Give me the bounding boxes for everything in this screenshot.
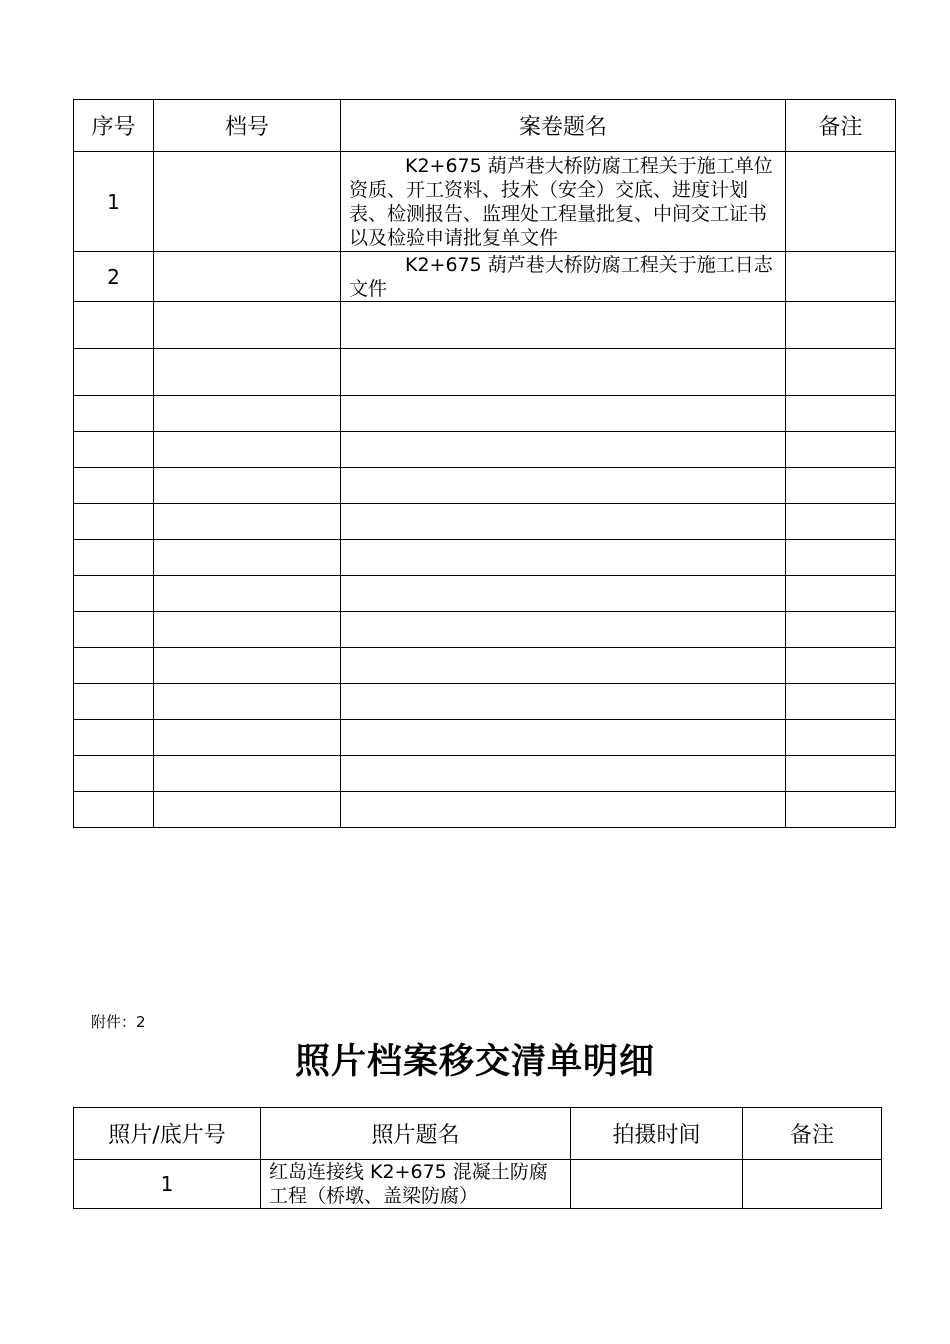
empty-row — [74, 468, 896, 504]
empty-row — [74, 684, 896, 720]
empty-row — [74, 576, 896, 612]
table-row — [74, 152, 896, 252]
attachment-label: 附件：2 — [91, 1013, 146, 1031]
row-file-number — [154, 152, 341, 252]
empty-row — [74, 756, 896, 792]
empty-row — [74, 792, 896, 828]
row-shoot-time — [571, 1160, 743, 1209]
empty-row — [74, 504, 896, 540]
empty-row — [74, 648, 896, 684]
row-serial-number: 1 — [74, 152, 154, 252]
table-row — [74, 1160, 882, 1209]
empty-row — [74, 540, 896, 576]
table-header-row — [74, 100, 896, 152]
row-photo-number: 1 — [74, 1160, 261, 1209]
table-header-row — [74, 1108, 882, 1160]
row-remark — [743, 1160, 882, 1209]
row-photo-title: 红岛连接线 K2+675 混凝土防腐工程（桥墩、盖梁防腐） — [261, 1160, 571, 1209]
header-volume-title: 案卷题名 — [341, 100, 786, 152]
header-shoot-time: 拍摄时间 — [571, 1108, 743, 1160]
row-volume-title: K2+675 葫芦巷大桥防腐工程关于施工日志文件 — [341, 252, 786, 302]
photo-archive-table — [73, 1107, 882, 1209]
empty-row — [74, 302, 896, 349]
header-file-number: 档号 — [154, 100, 341, 152]
header-photo-title: 照片题名 — [261, 1108, 571, 1160]
empty-row — [74, 396, 896, 432]
row-remark — [786, 152, 896, 252]
empty-row — [74, 720, 896, 756]
document-title: 照片档案移交清单明细 — [294, 1042, 655, 1082]
empty-row — [74, 612, 896, 648]
table-row — [74, 252, 896, 302]
row-remark — [786, 252, 896, 302]
empty-row — [74, 432, 896, 468]
header-serial-number: 序号 — [74, 100, 154, 152]
header-remark: 备注 — [743, 1108, 882, 1160]
row-volume-title: K2+675 葫芦巷大桥防腐工程关于施工单位资质、开工资料、技术（安全）交底、进度计划表、检测报告、监理处工程量批复、中间交工证书以及检验申请批复单文件 — [341, 152, 786, 252]
archive-list-table — [73, 99, 896, 828]
header-photo-number: 照片/底片号 — [74, 1108, 261, 1160]
row-serial-number: 2 — [74, 252, 154, 302]
empty-row — [74, 349, 896, 396]
row-file-number — [154, 252, 341, 302]
header-remark: 备注 — [786, 100, 896, 152]
